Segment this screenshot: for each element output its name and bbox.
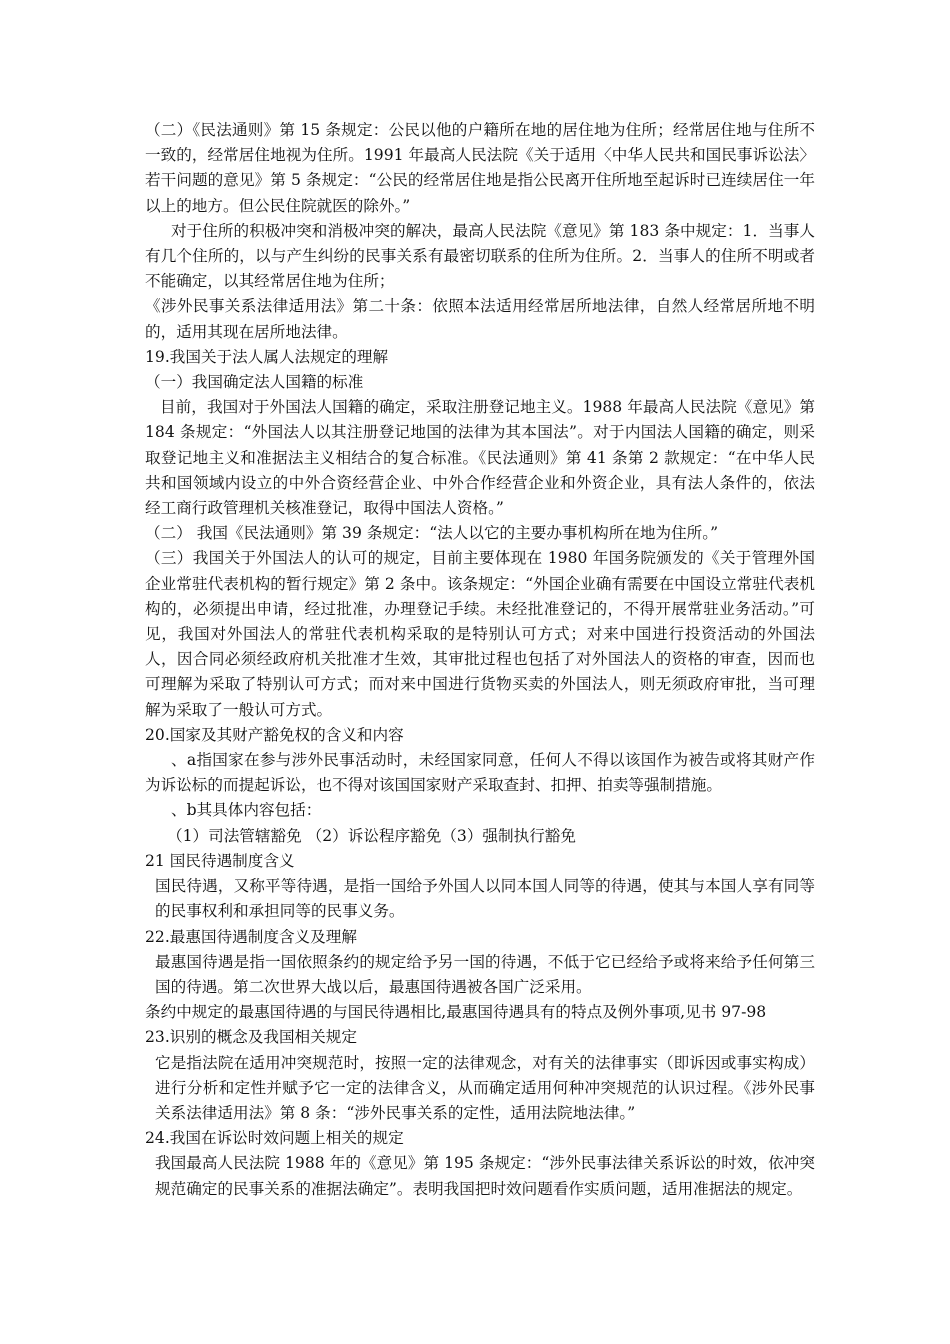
section-heading: 、b其具体内容包括： bbox=[171, 801, 322, 820]
paragraph: 目前，我国对于外国法人国籍的确定，采取注册登记地主义。1988 年最高人民法院《意见》第 184 条规定：“外国法人以其注册登记地国的法律为其本国法”。对于内国法人国籍的确定，则采取登记地主义和准据法主义相结合的复合标准。《民法通则》第 41 条第 2 款规定：“在中华人民共和国领域内设立的中外合资经营企业、中外合作经营企业和外资企业，具有法人条件的，依法经工商行政管理机关核准登记，取得中国法人资格。” bbox=[145, 398, 815, 518]
section-heading: 20.国家及其财产豁免权的含义和内容 bbox=[145, 725, 404, 744]
paragraph: 对于住所的积极冲突和消极冲突的解决，最高人民法院《意见》第 183 条中规定：1．当事人有几个住所的，以与产生纠纷的民事关系有最密切联系的住所为住所。2．当事人的住所不明或者不能确定，以其经常居住地为住所； bbox=[145, 221, 815, 291]
section-heading: （1）司法管辖豁免 （2）诉讼程序豁免（3）强制执行豁免 bbox=[167, 826, 576, 845]
section-heading: 22.最惠国待遇制度含义及理解 bbox=[145, 927, 357, 946]
paragraph: 、a指国家在参与涉外民事活动时，未经国家同意，任何人不得以该国作为被告或将其财产作为诉讼标的而提起诉讼，也不得对该国国家财产采取查封、扣押、拍卖等强制措施。 bbox=[145, 751, 815, 795]
paragraph: 最惠国待遇是指一国依照条约的规定给予另一国的待遇，不低于它已经给予或将来给予任何第三国的待遇。第二次世界大战以后，最惠国待遇被各国广泛采用。 bbox=[155, 952, 815, 996]
document-body bbox=[145, 118, 815, 1202]
paragraph: （二）《民法通则》第 15 条规定：公民以他的户籍所在地的居住地为住所；经常居住地与住所不一致的，经常居住地视为住所。1991 年最高人民法院《关于适用〈中华人民共和国民事诉讼法〉若干问题的意见》第 5 条规定：“公民的经常居住地是指公民离开住所地至起诉时已连续居住一年以上的地方。但公民住院就医的除外。” bbox=[145, 121, 815, 215]
section-heading: 条约中规定的最惠国待遇的与国民待遇相比,最惠国待遇具有的特点及例外事项,见书 97-98 bbox=[145, 1003, 767, 1022]
paragraph: 《涉外民事关系法律适用法》第二十条：依照本法适用经常居所地法律，自然人经常居所地不明的，适用其现在居所地法律。 bbox=[145, 297, 815, 341]
section-heading: 24.我国在诉讼时效问题上相关的规定 bbox=[145, 1129, 404, 1148]
paragraph: 它是指法院在适用冲突规范时，按照一定的法律观念，对有关的法律事实（即诉因或事实构成）进行分析和定性并赋予它一定的法律含义，从而确定适用何种冲突规范的认识过程。《涉外民事关系法律适用法》第 8 条：“涉外民事关系的定性，适用法院地法律。” bbox=[155, 1053, 815, 1122]
paragraph: 国民待遇，又称平等待遇，是指一国给予外国人以同本国人同等的待遇，使其与本国人享有同等的民事权利和承担同等的民事义务。 bbox=[155, 877, 815, 921]
section-heading: 23.识别的概念及我国相关规定 bbox=[145, 1028, 357, 1047]
paragraph: （三）我国关于外国法人的认可的规定，目前主要体现在 1980 年国务院颁发的《关于管理外国企业常驻代表机构的暂行规定》第 2 条中。该条规定：“外国企业确有需要在中国设立常驻代表机构的，必须提出申请，经过批准，办理登记手续。未经批准登记的，不得开展常驻业务活动。”可见，我国对外国法人的常驻代表机构采取的是特别认可方式；对来中国进行投资活动的外国法人，因合同必须经政府机关批准才生效，其审批过程也包括了对外国法人的资格的审查，因而也可理解为采取了特别认可方式；而对来中国进行货物买卖的外国法人，则无须政府审批，当可理解为采取了一般认可方式。 bbox=[145, 549, 815, 719]
section-heading: （一）我国确定法人国籍的标准 bbox=[145, 373, 364, 392]
section-heading: 19.我国关于法人属人法规定的理解 bbox=[145, 347, 389, 366]
paragraph: （二） 我国《民法通则》第 39 条规定：“法人以它的主要办事机构所在地为住所。” bbox=[145, 524, 719, 543]
paragraph: 我国最高人民法院 1988 年的《意见》第 195 条规定：“涉外民事法律关系诉讼的时效，依冲突规范确定的民事关系的准据法确定”。表明我国把时效问题看作实质问题，适用准据法的规定。 bbox=[155, 1154, 815, 1198]
section-heading: 21 国民待遇制度含义 bbox=[145, 851, 295, 870]
